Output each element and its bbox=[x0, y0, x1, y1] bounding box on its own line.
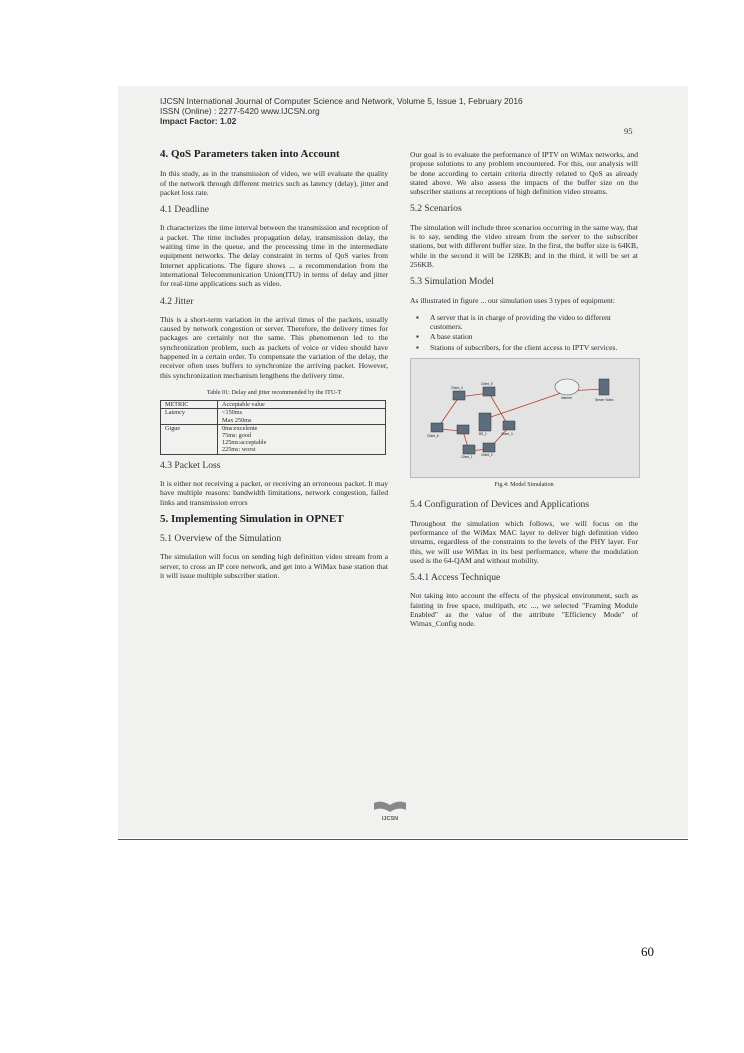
left-column bbox=[160, 150, 388, 588]
journal-line: IJCSN International Journal of Computer Science and Network, Volume 5, Issue 1, February 2016 bbox=[160, 96, 523, 106]
subsection-heading-5-1: 5.1 Overview of the Simulation bbox=[160, 533, 282, 545]
paragraph: Not taking into account the effects of the physical environment, such as fainting in free space, multipath, etc ..., we selected "Framing Module Enabled" as the value of the attribute "Efficiency Mode" of Wimax_Config node. bbox=[410, 591, 638, 629]
logo-text: IJCSN bbox=[381, 816, 399, 822]
journal-header bbox=[160, 96, 523, 126]
client2-label: Client_2 bbox=[481, 453, 493, 458]
paragraph: This is a short-term variation in the arrival times of the packets, usually caused by network congestion or server. Therefore, the delivery times for packages are certainly not the same. This phenomenon led to the synchronization problem, such as packets of voice or video should have happened in a certain order. To compensate the variation of the delay, the receiver often uses buffers to synchronize the arriving packet. However, this synchronization mechanism lengthens the delivery time. bbox=[160, 314, 388, 380]
equipment-list bbox=[410, 313, 638, 352]
cell-line: 75ms: good bbox=[222, 432, 252, 440]
subsection-heading-4-2: 4.2 Jitter bbox=[160, 295, 194, 307]
table-cell: Gigue bbox=[161, 424, 218, 454]
footer-rule bbox=[118, 839, 688, 840]
page-number-top: 95 bbox=[624, 126, 633, 136]
subsection-heading-5-3: 5.3 Simulation Model bbox=[410, 276, 494, 288]
paragraph: In this study, as in the transmission of video, we will evaluate the quality of the network through different metrics such as latency (delay), jitter and packet loss rate. bbox=[160, 169, 388, 197]
list-item: ▪ A base station bbox=[422, 332, 638, 341]
table-header-cell: Acceptable value bbox=[218, 401, 386, 409]
paragraph: It characterizes the time interval between the transmission and reception of a packet. The time includes propagation delay, transmission delay, the waiting time in the queue, and the processing time in the intermediate equipment networks. The delay constraint in terms of QoS varies from Internet applications. The figure shows ... a recommendation from the international Telecommunication Union(ITU) in terms of delay and jitter for real-time applications such as video. bbox=[160, 223, 388, 289]
subsection-heading-5-2: 5.2 Scenarios bbox=[410, 203, 462, 215]
cell-line: <150ms bbox=[222, 409, 242, 417]
table-row bbox=[161, 424, 386, 454]
internet-label: Internet bbox=[561, 396, 572, 401]
cell-line: 225ms: worst bbox=[222, 446, 256, 454]
paragraph: As illustrated in figure ... our simulation uses 3 types of equipment: bbox=[410, 295, 616, 305]
network-diagram bbox=[411, 359, 639, 477]
subsection-heading-5-4-1: 5.4.1 Access Technique bbox=[410, 572, 501, 584]
client4-label: Client_4 bbox=[451, 386, 463, 391]
client3-label: Client_3 bbox=[501, 432, 513, 437]
subsection-heading-4-3: 4.3 Packet Loss bbox=[160, 459, 221, 471]
list-item: ▪ A server that is in charge of providing the video to different customers. bbox=[422, 313, 638, 332]
table-row bbox=[161, 409, 386, 424]
server-label: Server Video bbox=[595, 398, 614, 403]
table-cell bbox=[218, 409, 386, 424]
simulation-figure bbox=[410, 358, 640, 478]
client6-label: Client_6 bbox=[427, 434, 439, 439]
table-header-cell: METRIC bbox=[161, 401, 218, 409]
paragraph: Our goal is to evaluate the performance of IPTV on WiMax networks, and propose solutions to any problem encountered. For this, our analysis will be done according to certain criteria directly related to QoS as already stated above. We also assess the impacts of the buffer size on the subscriber stations at receptions of high definition video streams. bbox=[410, 150, 638, 197]
section-heading-5: 5. Implementing Simulation in OPNET bbox=[160, 512, 344, 525]
page-number-bottom: 60 bbox=[641, 944, 654, 959]
list-item: ▪ Stations of subscribers, for the client access to IPTV services. bbox=[422, 343, 638, 352]
impact-factor: Impact Factor: 1.02 bbox=[160, 116, 237, 126]
paragraph: The simulation will focus on sending high definition video stream from a server, to cross an IP core network, and get into a WiMax base station that it will issue multiple subscriber station. bbox=[160, 552, 388, 581]
paragraph: Throughout the simulation which follows, we will focus on the performance of the WiMax MAC layer to deliver high definition video streams, regardless of the constraints to the levels of the PHY layer. For this, we will use WiMax in its best performance, where the modulation used is the 64-QAM and without mobility. bbox=[410, 518, 638, 565]
bs-label: BS_1 bbox=[479, 432, 487, 437]
cell-line: 0ms:excelente bbox=[222, 424, 258, 432]
table-caption: Table 01: Delay and jitter recommended by the ITU-T bbox=[206, 388, 342, 396]
client1-label: Client_1 bbox=[461, 455, 473, 460]
subsection-heading-5-4: 5.4 Configuration of Devices and Applications bbox=[410, 499, 590, 511]
right-column bbox=[410, 150, 638, 637]
paragraph: The simulation will include three scenarios occurring in the same way, that is to say, sending the video stream from the server to the subscriber stations, but with different buffer size. In the first, the buffer size is 64KB, while in the second it will be 128KB; and in the third, it will be set at 256KB. bbox=[410, 222, 638, 269]
book-icon bbox=[370, 800, 410, 814]
figure-caption: Fig.4: Model Simulation bbox=[494, 482, 554, 489]
section-heading-4: 4. QoS Parameters taken into Account bbox=[160, 148, 340, 160]
table-header-row bbox=[161, 401, 386, 409]
issn-line: ISSN (Online) : 2277-5420 www.IJCSN.org bbox=[160, 106, 320, 116]
cell-line: 125ms:acceptable bbox=[222, 439, 267, 447]
client5-label: Client_5 bbox=[481, 382, 493, 387]
itu-table bbox=[160, 400, 386, 454]
cell-line: Max 250ms bbox=[222, 416, 252, 424]
table-cell bbox=[218, 424, 386, 454]
subsection-heading-4-1: 4.1 Deadline bbox=[160, 204, 210, 216]
paragraph: It is either not receiving a packet, or receiving an erroneous packet. It may have multiple reasons: bandwidth limitations, network congestion, failed links and transmission errors bbox=[160, 478, 388, 507]
table-cell: Latency bbox=[161, 409, 218, 424]
ijcsn-logo bbox=[370, 800, 410, 822]
